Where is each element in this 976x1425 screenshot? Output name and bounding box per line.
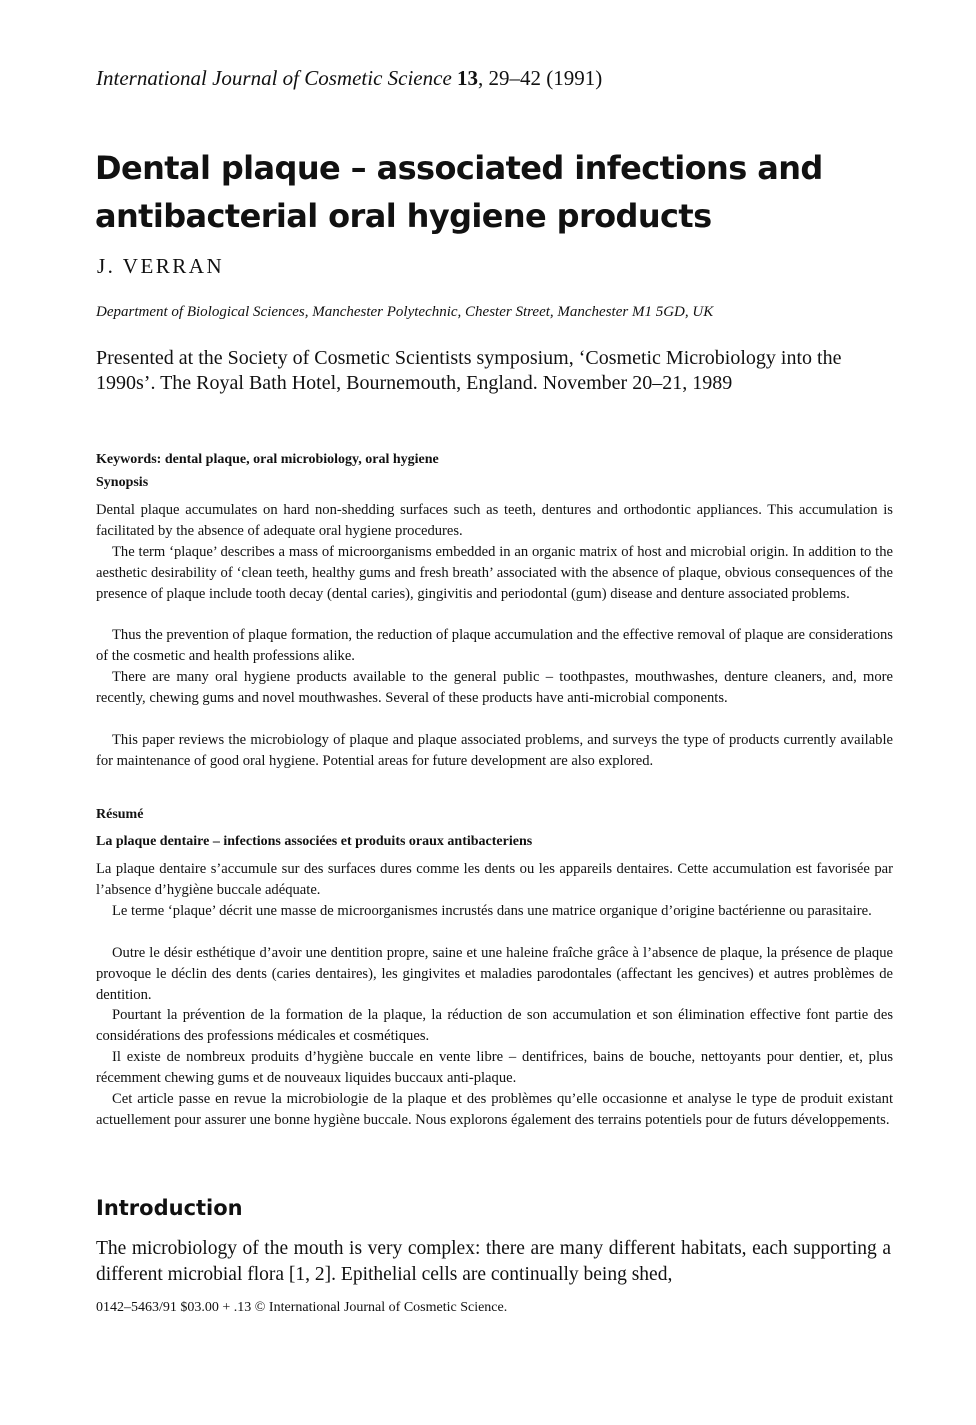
resume-paragraph: Il existe de nombreux produits d’hygiène buccale en vente libre – dentifrices, bains de bouche, nettoyants pour dentier, et, plus récemment chewing gums et de nouveaux liquides buccaux anti-plaque. <box>96 1049 893 1086</box>
journal-name: International Journal of Cosmetic Science <box>96 66 452 90</box>
presentation-note: Presented at the Society of Cosmetic Scientists symposium, ‘Cosmetic Microbiology into the 1990s’. The Royal Bath Hotel, Bournemouth, England. November 20–21, 1989 <box>96 347 842 394</box>
resume-paragraph: Outre le désir esthétique d’avoir une dentition propre, saine et une haleine fraîche grâce à l’absence de plaque, la présence de plaque provoque le déclin des dents (caries dentaires), les gingivites et maladies parodontales (affectant les gencives) et autres problèmes de dentition. <box>96 945 893 1003</box>
journal-pages-year: , 29–42 (1991) <box>478 66 603 90</box>
synopsis-paragraph: There are many oral hygiene products available to the general public – toothpastes, mouthwashes, denture cleaners, and, more recently, chewing gums and novel mouthwashes. Several of these products have anti-microbial components. <box>96 669 893 706</box>
synopsis-heading: Synopsis <box>96 475 149 490</box>
introduction-text: The microbiology of the mouth is very complex: there are many different habitats, each supporting a different microbial flora [1, 2]. Epithelial cells are continually being shed, <box>96 1238 891 1285</box>
keywords: Keywords: dental plaque, oral microbiology, oral hygiene <box>96 452 439 467</box>
copyright-footer: 0142–5463/91 $03.00 + .13 © International Journal of Cosmetic Science. <box>96 1300 508 1315</box>
synopsis-paragraph: Dental plaque accumulates on hard non-shedding surfaces such as teeth, dentures and orthodontic appliances. This accumulation is facilitated by the absence of adequate oral hygiene procedures. <box>96 502 893 539</box>
synopsis-paragraph: This paper reviews the microbiology of plaque and plaque associated problems, and surveys the type of products currently available for maintenance of good oral hygiene. Potential areas for future development are also explored. <box>96 732 893 769</box>
resume-paragraph: Le terme ‘plaque’ décrit une masse de microorganismes incrustés dans une matrice organique d’origine bactérienne ou parasitaire. <box>112 903 872 919</box>
article-title: Dental plaque – associated infections and antibacterial oral hygiene products <box>95 149 823 235</box>
author-affiliation: Department of Biological Sciences, Manchester Polytechnic, Chester Street, Manchester M1 5GD, UK <box>96 304 714 320</box>
resume-paragraph: La plaque dentaire s’accumule sur des surfaces dures comme les dents ou les appareils dentaires. Cette accumulation est favorisée par l’absence d’hygiène buccale adéquate. <box>96 861 893 898</box>
resume-paragraph: Cet article passe en revue la microbiologie de la plaque et des problèmes qu’elle occasionne et analyse le type de produit existant actuellement pour assurer une bonne hygiène buccale. Nous explorons également des terrains potentiels pour de futurs développements. <box>96 1091 893 1128</box>
resume-heading: Résumé <box>96 807 144 822</box>
introduction-heading: Introduction <box>96 1196 243 1220</box>
synopsis-paragraph: The term ‘plaque’ describes a mass of microorganisms embedded in an organic matrix of host and microbial origin. In addition to the aesthetic desirability of ‘clean teeth, healthy gums and fresh breath’ associated with the absence of plaque, obvious consequences of the presence of plaque include tooth decay (dental caries), gingivitis and periodontal (gum) disease and denture associated problems. <box>96 544 893 602</box>
journal-citation <box>96 66 602 91</box>
resume-subtitle: La plaque dentaire – infections associées et produits oraux antibacteriens <box>96 834 533 849</box>
journal-volume: 13 <box>457 66 479 90</box>
synopsis-paragraph: Thus the prevention of plaque formation, the reduction of plaque accumulation and the effective removal of plaque are considerations of the cosmetic and health professions alike. <box>96 627 893 664</box>
article-author: J. VERRAN <box>97 254 225 278</box>
resume-paragraph: Pourtant la prévention de la formation de la plaque, la réduction de son accumulation et son élimination effective font partie des considérations des professions médicales et cosmétiques. <box>96 1007 893 1044</box>
